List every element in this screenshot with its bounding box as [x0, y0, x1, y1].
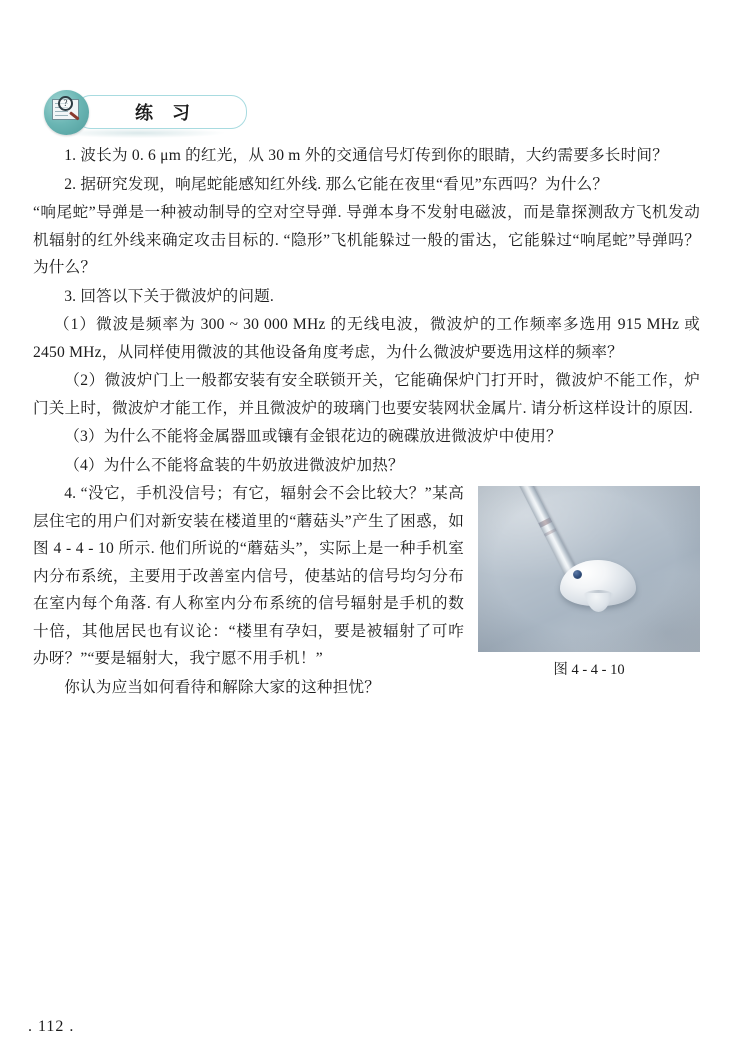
figure-4-4-10 [478, 486, 700, 679]
exercise-item-2-intro: 2. 据研究发现，响尾蛇能感知红外线. 那么它能在夜里“看见”东西吗？为什么？ [64, 175, 609, 193]
magnifier-lens-icon: ? [58, 96, 73, 111]
page-number: . 112 . [28, 1018, 75, 1035]
exercise-item-3-sub-2: （2）微波炉门上一般都安装有安全联锁开关，它能确保炉门打开时，微波炉不能工作，炉门关上时，微波炉才能工作，并且微波炉的玻璃门也要安装网状金属片. 请分析这样设计的原因. [33, 372, 700, 417]
exercise-item-3: 3. 回答以下关于微波炉的问题. [64, 287, 275, 305]
section-header [44, 90, 247, 134]
exercise-item-4-closing: 你认为应当如何看待和解除大家的这种担忧？ [64, 678, 381, 696]
exercise-item-1: 1. 波长为 0. 6 μm 的红光，从 30 m 外的交通信号灯传到你的眼睛，大约需要多长时间？ [64, 147, 668, 164]
exercise-item-4: 4. “没它，手机没信号；有它，辐射会不会比较大？”某高层住宅的用户们对新安装在楼道里的“蘑菇头”产生了困惑，如图 4 - 4 - 10 所示. 他们所说的“蘑菇头”，实际上是一种手机室内分布系统，主要用于改善室内信号，使基站的信号均匀分布在室内每个角落. 有人称室内分布系统的信号辐射是手机的数十倍，其他居民也有议论：“楼里有孕妇，要是被辐射了可咋办呀？”“要是辐射大，我宁愿不用手机！” [33, 485, 464, 667]
exercise-item-3-sub-3: （3）为什么不能将金属器皿或镶有金银花边的碗碟放进微波炉中使用？ [64, 428, 562, 445]
exercise-item-3-sub-4: （4）为什么不能将盒装的牛奶放进微波炉加热？ [64, 456, 404, 474]
section-title-pill [75, 95, 247, 129]
exercise-item-3-sub-1: （1）微波是频率为 300 ~ 30 000 MHz 的无线电波，微波炉的工作频率多选用 915 MHz 或 2450 MHz，从同样使用微波的其他设备角度考虑，为什么微波炉要选用这样的频率？ [33, 316, 700, 361]
magnifier-document-icon [44, 90, 89, 135]
section-title-label: 练 习 [134, 103, 197, 123]
photo-vignette [478, 486, 700, 652]
exercise-item-2-body: “响尾蛇”导弹是一种被动制导的空对空导弹. 导弹本身不发射电磁波，而是靠探测敌方飞机发动机辐射的红外线来确定攻击目标的. “隐形”飞机能躲过一般的雷达，它能躲过“响尾蛇”导弹吗？为什么？ [33, 204, 700, 276]
figure-caption: 图 4 - 4 - 10 [553, 662, 625, 678]
exercise-content [33, 142, 700, 702]
mushroom-head-antenna-photo [478, 486, 700, 652]
